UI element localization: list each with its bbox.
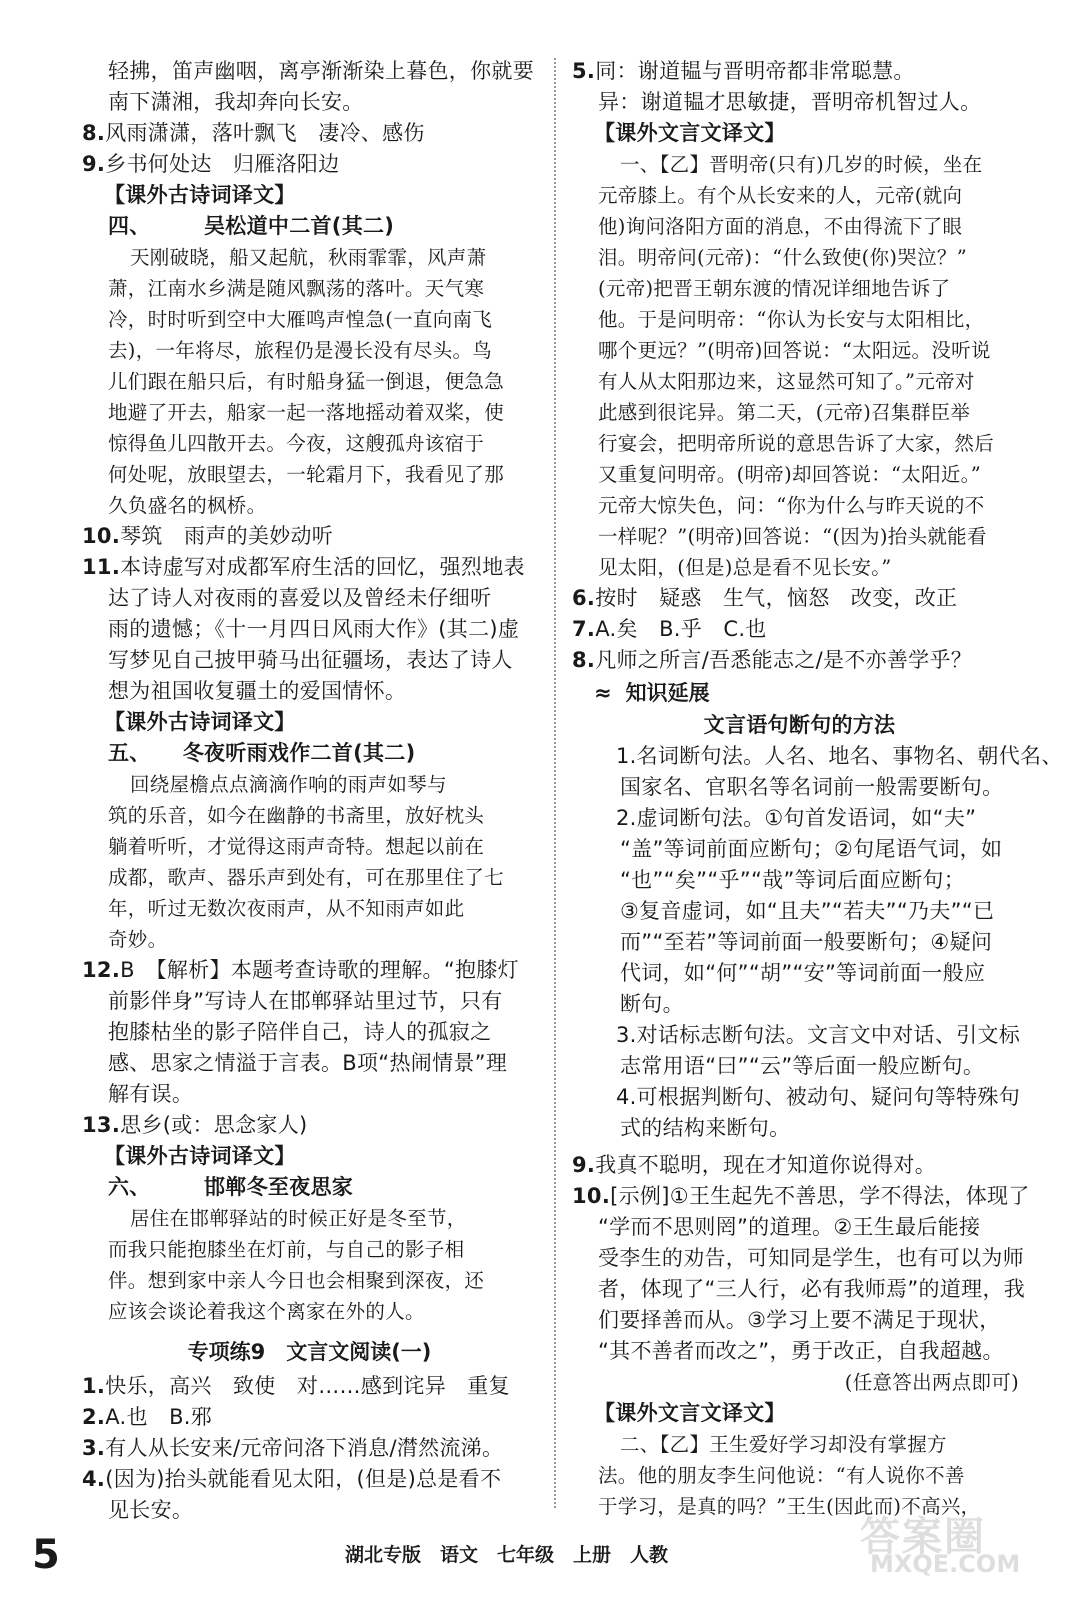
item-number: 7. bbox=[572, 617, 596, 641]
text-line: 式的结构来断句。 bbox=[620, 1116, 791, 1140]
item-number: 10. bbox=[572, 1184, 611, 1208]
text-line: 断句。 bbox=[620, 992, 684, 1016]
item-text: 按时 疑惑 生气，恼怒 改变，改正 bbox=[595, 586, 958, 610]
item-text: 凡师之所言/吾悉能志之/是不亦善学乎？ bbox=[595, 648, 973, 672]
text-line: 此感到很诧异。第二天，(元帝)召集群臣举 bbox=[598, 401, 971, 424]
item-number: 9. bbox=[82, 152, 106, 176]
answer-item bbox=[82, 1464, 537, 1495]
text-line: 而我只能抱膝坐在灯前，与自己的影子相 bbox=[108, 1238, 465, 1261]
translation-heading: 【课外古诗词译文】 bbox=[104, 183, 296, 207]
text-line: 4.可根据判断句、被动句、疑问句等特殊句 bbox=[616, 1085, 1021, 1109]
text-line: 2.虚词断句法。①句首发语词，如“夫” bbox=[616, 806, 977, 830]
text-line: ③复音虚词，如“且夫”“若夫”“乃夫”“已 bbox=[620, 899, 995, 923]
text-line: 他。于是问明帝：“你认为长安与太阳相比， bbox=[598, 308, 985, 331]
page-number: 5 bbox=[32, 1532, 60, 1578]
item-text: A.也 B.邪 bbox=[105, 1405, 213, 1429]
translation-heading: 【课外文言文译文】 bbox=[594, 121, 786, 145]
answer-item bbox=[82, 1371, 537, 1402]
item-text: 乡书何处达 归雁洛阳边 bbox=[105, 152, 340, 176]
text-line: 地避了开去，船家一起一落地摇动着双桨，使 bbox=[108, 401, 505, 424]
text-line: 志常用语“曰”“云”等后面一般应断句。 bbox=[620, 1054, 985, 1078]
subheading: 文言语句断句的方法 bbox=[703, 713, 896, 737]
section-title: 专项练9 文言文阅读(一) bbox=[187, 1340, 432, 1364]
text-line: 抱膝枯坐的影子陪伴自己，诗人的孤寂之 bbox=[108, 1020, 492, 1044]
translation-heading: 【课外古诗词译文】 bbox=[104, 1144, 296, 1168]
extension-mark-icon: ≈ bbox=[594, 681, 612, 705]
item-text: [示例]①王生起先不善思，学不得法，体现了 bbox=[610, 1184, 1030, 1208]
answer-item bbox=[572, 1150, 1027, 1181]
item-text: 有人从长安来/元帝问洛下消息/潸然流涕。 bbox=[105, 1436, 504, 1460]
right-column bbox=[572, 56, 1063, 1522]
item-text: B 【解析】本题考查诗歌的理解。“抱膝灯 bbox=[120, 958, 519, 982]
text-line: 轻拂，笛声幽咽，离亭渐渐染上暮色，你就要 bbox=[108, 59, 534, 83]
answer-item bbox=[572, 56, 1027, 87]
text-line: 见太阳，(但是)总是看不见长安。” bbox=[598, 556, 892, 579]
text-line: 而”“至若”等词前面一般要断句；④疑问 bbox=[620, 930, 993, 954]
text-line: 哪个更远？”(明帝)回答说：“太阳远。没听说 bbox=[598, 339, 991, 362]
text-line: 儿们跟在船只后，有时船身猛一倒退，便急急 bbox=[108, 370, 505, 393]
text-line: 见长安。 bbox=[108, 1498, 194, 1522]
item-text: 快乐，高兴 致使 对……感到诧异 重复 bbox=[105, 1374, 510, 1398]
text-line: 天刚破晓，船又起航，秋雨霏霏，风声萧 bbox=[130, 246, 487, 269]
text-line: 元帝膝上。有个从长安来的人，元帝(就向 bbox=[598, 184, 963, 207]
item-number: 2. bbox=[82, 1405, 106, 1429]
item-number: 5. bbox=[572, 59, 596, 83]
text-line: 萧，江南水乡满是随风飘荡的落叶。天气寒 bbox=[108, 277, 485, 300]
item-text: (因为)抬头就能看见太阳，(但是)总是看不 bbox=[105, 1467, 502, 1491]
text-line: 去)，一年将尽，旅程仍是漫长没有尽头。鸟 bbox=[108, 339, 493, 362]
translation-heading: 【课外文言文译文】 bbox=[594, 1401, 786, 1425]
answer-item bbox=[82, 955, 537, 986]
item-number: 12. bbox=[82, 958, 121, 982]
page-footer bbox=[0, 1530, 1073, 1580]
item-number: 10. bbox=[82, 524, 121, 548]
answer-item bbox=[82, 149, 537, 180]
text-line: 躺着听听，才觉得这雨声奇特。想起以前在 bbox=[108, 835, 485, 858]
text-line: 伴。想到家中亲人今日也会相聚到深夜，还 bbox=[108, 1269, 485, 1292]
answer-item bbox=[82, 1402, 537, 1433]
text-line: 行宴会，把明帝所说的意思告诉了大家，然后 bbox=[598, 432, 995, 455]
text-line: 二、【乙】王生爱好学习却没有掌握方 bbox=[620, 1433, 947, 1456]
text-line: 们要择善而从。③学习上要不满足于现状， bbox=[598, 1308, 1001, 1332]
text-line: 有人从太阳那边来，这显然可知了。”元帝对 bbox=[598, 370, 975, 393]
text-line: 一、【乙】晋明帝(只有)几岁的时候，坐在 bbox=[620, 153, 983, 176]
text-line: 法。他的朋友李生问他说：“有人说你不善 bbox=[598, 1464, 965, 1487]
text-line: 回绕屋檐点点滴滴作响的雨声如琴与 bbox=[130, 773, 447, 796]
item-text: 思乡(或：思念家人) bbox=[120, 1113, 308, 1137]
item-text: 同：谢道韫与晋明帝都非常聪慧。 bbox=[595, 59, 915, 83]
text-line: 达了诗人对夜雨的喜爱以及曾经未仔细听 bbox=[108, 586, 492, 610]
answer-item bbox=[82, 118, 537, 149]
text-line: (任意答出两点即可) bbox=[844, 1371, 1019, 1394]
text-line: 南下潇湘，我却奔向长安。 bbox=[108, 90, 364, 114]
item-text: 本诗虚写对成都军府生活的回忆，强烈地表 bbox=[120, 555, 525, 579]
text-line: 应该会谈论着我这个离家在外的人。 bbox=[108, 1300, 425, 1323]
item-number: 8. bbox=[572, 648, 596, 672]
text-line: 一样呢？”(明帝)回答说：“(因为)抬头就能看 bbox=[598, 525, 987, 548]
text-line: 国家名、官职名等名词前一般需要断句。 bbox=[620, 775, 1004, 799]
answer-item bbox=[82, 1433, 537, 1464]
text-line: 又重复问明帝。(明帝)却回答说：“太阳近。” bbox=[598, 463, 982, 486]
item-number: 11. bbox=[82, 555, 121, 579]
text-line: 于学习，是真的吗？”王生(因此而)不高兴， bbox=[598, 1495, 981, 1518]
item-number: 6. bbox=[572, 586, 596, 610]
text-line: 成都，歌声、器乐声到处有，可在那里住了七 bbox=[108, 866, 505, 889]
answer-item bbox=[82, 1110, 537, 1141]
text-line: “盖”等词前面应断句；②句尾语气词，如 bbox=[620, 837, 1003, 861]
text-line: 久负盛名的枫桥。 bbox=[108, 494, 267, 517]
text-line: 者，体现了“三人行，必有我师焉”的道理，我 bbox=[598, 1277, 1026, 1301]
left-column bbox=[82, 56, 537, 1526]
text-line: 居住在邯郸驿站的时候正好是冬至节， bbox=[130, 1207, 467, 1230]
text-line: 何处呢，放眼望去，一轮霜月下，我看见了那 bbox=[108, 463, 505, 486]
item-text: 风雨潇潇，落叶飘飞 凄冷、感伤 bbox=[105, 121, 425, 145]
column-divider bbox=[554, 58, 556, 1508]
item-number: 4. bbox=[82, 1467, 106, 1491]
text-line: 元帝大惊失色，问：“你为什么与昨天说的不 bbox=[598, 494, 985, 517]
answer-item bbox=[572, 1181, 1030, 1212]
text-line: 年，听过无数次夜雨声，从不知雨声如此 bbox=[108, 897, 465, 920]
footer-info: 湖北专版 语文 七年级 上册 人教 bbox=[345, 1544, 669, 1566]
item-number: 1. bbox=[82, 1374, 106, 1398]
watermark-logo: 答案圈 bbox=[860, 1514, 986, 1560]
item-text: 我真不聪明，现在才知道你说得对。 bbox=[595, 1153, 937, 1177]
text-line: 异：谢道韫才思敏捷，晋明帝机智过人。 bbox=[598, 90, 982, 114]
text-line: 3.对话标志断句法。文言文中对话、引文标 bbox=[616, 1023, 1021, 1047]
text-line: (元帝)把晋王朝东渡的情况详细地告诉了 bbox=[598, 277, 951, 300]
text-line: 奇妙。 bbox=[108, 928, 168, 951]
watermark-url: MXQE.COM bbox=[870, 1550, 1021, 1578]
text-line: 1.名词断句法。人名、地名、事物名、朝代名、 bbox=[616, 744, 1063, 768]
text-line: 他)询问洛阳方面的消息，不由得流下了眼 bbox=[598, 215, 963, 238]
knowledge-extension-heading bbox=[572, 676, 1027, 710]
text-line: 筑的乐音，如今在幽静的书斋里，放好枕头 bbox=[108, 804, 485, 827]
text-line: 五、 冬夜听雨戏作二首(其二) bbox=[108, 741, 416, 765]
item-number: 8. bbox=[82, 121, 106, 145]
text-line: “其不善者而改之”，勇于改正，自我超越。 bbox=[598, 1339, 1004, 1363]
item-text: A.矣 B.乎 C.也 bbox=[595, 617, 767, 641]
item-text: 琴筑 雨声的美妙动听 bbox=[120, 524, 334, 548]
answer-item bbox=[82, 521, 537, 552]
answer-item bbox=[82, 552, 537, 583]
text-line: 受李生的劝告，可知同是学生，也有可以为师 bbox=[598, 1246, 1024, 1270]
translation-heading: 【课外古诗词译文】 bbox=[104, 710, 296, 734]
text-line: 惊得鱼儿四散开去。今夜，这艘孤舟该宿于 bbox=[108, 432, 485, 455]
item-number: 13. bbox=[82, 1113, 121, 1137]
text-line: 冷，时时听到空中大雁鸣声惶急(一直向南飞 bbox=[108, 308, 493, 331]
text-line: 雨的遗憾；《十一月四日风雨大作》(其二)虚 bbox=[108, 617, 520, 641]
text-line: 前影伴身”写诗人在邯郸驿站里过节，只有 bbox=[108, 989, 503, 1013]
text-line: 感、思家之情溢于言表。B项“热闹情景”理 bbox=[108, 1051, 508, 1075]
text-line: 四、 吴松道中二首(其二) bbox=[108, 214, 395, 238]
heading-text: 知识延展 bbox=[625, 681, 710, 705]
answer-item bbox=[572, 645, 1027, 676]
text-line: “也”“矣”“乎”“哉”等词后面应断句； bbox=[620, 868, 966, 892]
text-line: 六、 邯郸冬至夜思家 bbox=[108, 1175, 354, 1199]
answer-item bbox=[572, 614, 1027, 645]
text-line: “学而不思则罔”的道理。②王生最后能接 bbox=[598, 1215, 981, 1239]
text-line: 代词，如“何”“胡”“安”等词前面一般应 bbox=[620, 961, 986, 985]
text-line: 想为祖国收复疆土的爱国情怀。 bbox=[108, 679, 407, 703]
text-line: 泪。明帝问(元帝)：“什么致使(你)哭泣？” bbox=[598, 246, 967, 269]
item-number: 3. bbox=[82, 1436, 106, 1460]
answer-item bbox=[572, 583, 1027, 614]
item-number: 9. bbox=[572, 1153, 596, 1177]
text-line: 解有误。 bbox=[108, 1082, 194, 1106]
text-line: 写梦见自己披甲骑马出征疆场，表达了诗人 bbox=[108, 648, 513, 672]
